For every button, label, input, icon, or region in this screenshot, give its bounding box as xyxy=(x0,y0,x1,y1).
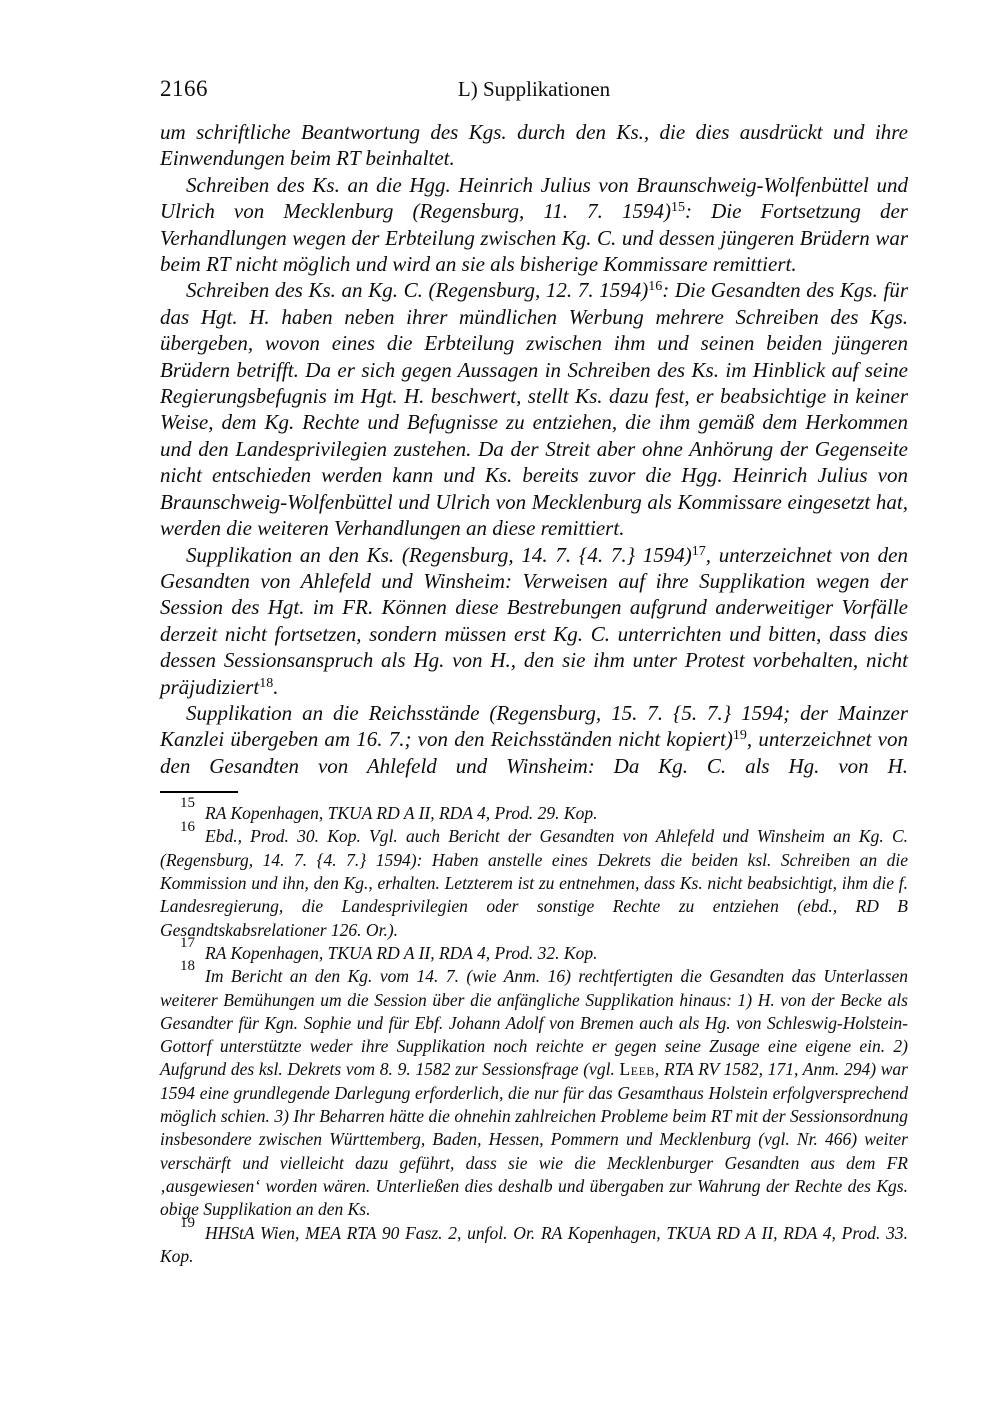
footnote-19 xyxy=(160,1214,908,1269)
text-segment: , unterzeichnet von den Gesandten von Ahlefeld und Winsheim: Da Kg. C. als Hg. von H. xyxy=(160,727,908,778)
footnote-text xyxy=(205,943,597,963)
text-segment: : Die Fortsetzung der Verhandlungen wegen der Erbteilung zwischen Kg. C. und dessen jüngeren Brüdern war beim RT nicht möglich und wird an sie als bisherige Kommissare remittiert. xyxy=(160,199,908,277)
footnote-text xyxy=(205,803,597,823)
footnote-marker: 17 xyxy=(691,543,706,559)
text-segment: HHStA Wien, MEA RTA 90 Fasz. 2, unfol. Or. RA Kopenhagen, TKUA RD A II, RDA 4, Prod. 33. Kop. xyxy=(160,1222,908,1266)
footnote-marker: 16 xyxy=(648,279,663,295)
footnote-number: 16 xyxy=(180,818,195,835)
text-segment: Ebd., Prod. 30. Kop. Vgl. auch Bericht der Gesandten von Ahlefeld und Winsheim an Kg. C. (Regensburg, 14. 7. {4. 7.} 1594): Haben anstelle eines Dekrets die beiden ksl. Schreiben an die Kommission und ihn, den Kg., erhalten. Letzterem ist zu entnehmen, dass Ks. nicht beabsichtigt, ihm die f. Landesregierung, die Landesprivilegien oder sonstige Rechte zu entziehen (ebd., RD B Gesandtskabsrelationer 126. Or.). xyxy=(160,826,908,940)
paragraph-schreiben-hgg xyxy=(160,172,908,278)
footnote-text xyxy=(160,826,908,939)
text-segment: , RTA RV 1582, 171, Anm. 294) war 1594 eine grundlegende Darlegung erforderlich, die nur für das Gesamthaus Holstein erfolgversprechend möglich schien. 3) Ihr Beharren hätte die ohnehin zahlreichen Probleme beim RT mit der Sessionsordnung insbesondere zwischen Württemberg, Baden, Hessen, Pommern und Mecklenburg (vgl. Nr. 466) weiter verschärft und vielleicht dazu geführt, dass sie wie die Mecklenburger Gesandten aus dem FR ‚ausgewiesen‘ worden wären. Unterließen dies deshalb und übergaben zur Wahrung der Rechte des Kgs. obige Supplikation an den Ks. xyxy=(160,1059,908,1220)
paragraph-supplikation-ks xyxy=(160,542,908,700)
footnote-marker: 19 xyxy=(732,728,747,744)
main-text xyxy=(160,119,908,779)
paragraph-supplikation-reichsstaende xyxy=(160,700,908,779)
text-segment: : Die Gesandten des Kgs. für das Hgt. H. haben neben ihrer mündlichen Werbung mehrere Schreiben des Kgs. übergeben, wovon eines die Erbteilung zwischen ihm und seinen beiden jüngeren Brüdern betrifft. Da er sich gegen Aussagen in Schreiben des Ks. im Hinblick auf seine Regierungsbefugnis im Hgt. H. beschwert, stellt Ks. dazu fest, er beabsichtige in keiner Weise, dem Kg. Rechte und Befugnisse zu entziehen, die ihm gemäß dem Herkommen und den Landesprivilegien zustehen. Da der Streit aber ohne Anhörung der Gegenseite nicht entschieden werden kann und Ks. bereits zuvor die Hgg. Heinrich Julius von Braunschweig-Wolfenbüttel und Ulrich von Mecklenburg als Kommissare eingesetzt hat, werden die weiteren Verhandlungen an diese remittiert. xyxy=(160,278,908,541)
text-segment: Supplikation an den Ks. (Regensburg, 14. 7. {4. 7.} 1594) xyxy=(186,542,692,567)
footnote-marker: 15 xyxy=(671,200,686,216)
footnote-number: 17 xyxy=(180,935,195,952)
footnote-17 xyxy=(160,935,908,965)
text-segment: um schriftliche Beantwortung des Kgs. durch den Ks., die dies ausdrückt und ihre Einwendungen beim RT beinhaltet. xyxy=(160,120,908,171)
footnote-number: 15 xyxy=(180,795,195,812)
footnote-marker: 18 xyxy=(259,675,274,691)
text-segment: Schreiben des Ks. an die Hgg. Heinrich Julius von Braunschweig-Wolfenbüttel und Ulrich von Mecklenburg (Regensburg, 11. 7. 1594) xyxy=(160,172,908,224)
text-column xyxy=(160,76,908,1268)
text-segment: Schreiben des Ks. an Kg. C. (Regensburg, 12. 7. 1594) xyxy=(186,278,649,303)
footnote-text xyxy=(160,1223,908,1266)
text-segment: , unterzeichnet von den Gesandten von Ahlefeld und Winsheim: Verweisen auf ihre Supplikation wegen der Session des Hgt. im FR. Können diese Bestrebungen aufgrund anderweitiger Vorfälle derzeit nicht fortsetzen, sondern müssen erst Kg. C. unterrichten und bitten, dass dies dessen Sessionsanspruch als Hg. von H., den sie ihm unter Protest vorbehalten, nicht präjudiziert xyxy=(160,542,908,699)
text-segment: Im Bericht an den Kg. vom 14. 7. (wie Anm. 16) rechtfertigten die Gesandten das Unterlassen weiterer Bemühungen um die Session über die anfängliche Supplikation hinaus: 1) H. von der Becke als Gesandter für Kgn. Sophie und für Ebf. Johann Adolf von Bremen auch als Hg. von Schleswig-Holstein-Gottorf unterstützte weder ihre Supplikation noch reichte er gegen seine Zusage eine eigene ein. 2) Aufgrund des ksl. Dekrets vom 8. 9. 1582 zur Sessionsfrage (vgl. xyxy=(160,966,908,1080)
footnote-number: 19 xyxy=(180,1214,195,1231)
text-segment: RA Kopenhagen, TKUA RD A II, RDA 4, Prod. 32. Kop. xyxy=(205,942,598,963)
text-segment: Leeb xyxy=(619,1059,655,1080)
footnote-number: 18 xyxy=(180,958,195,975)
footnote-16 xyxy=(160,818,908,941)
paragraph-schreiben-kg-c xyxy=(160,277,908,541)
footnote-text xyxy=(160,966,908,1219)
paragraph-continuation xyxy=(160,119,908,172)
footnotes-section xyxy=(160,795,908,1268)
text-segment: RA Kopenhagen, TKUA RD A II, RDA 4, Prod. 29. Kop. xyxy=(205,803,598,824)
running-head: L) Supplikationen xyxy=(457,77,611,101)
page-number: 2166 xyxy=(160,76,208,101)
footnote-separator xyxy=(160,791,238,793)
text-segment: Supplikation an die Reichsstände (Regensburg, 15. 7. {5. 7.} 1594; der Mainzer Kanzlei übergeben am 16. 7.; von den Reichsständen nicht kopiert) xyxy=(160,700,908,752)
page-header xyxy=(160,76,908,102)
footnote-18 xyxy=(160,958,908,1221)
footnote-15 xyxy=(160,795,908,825)
text-segment: . xyxy=(273,674,279,699)
